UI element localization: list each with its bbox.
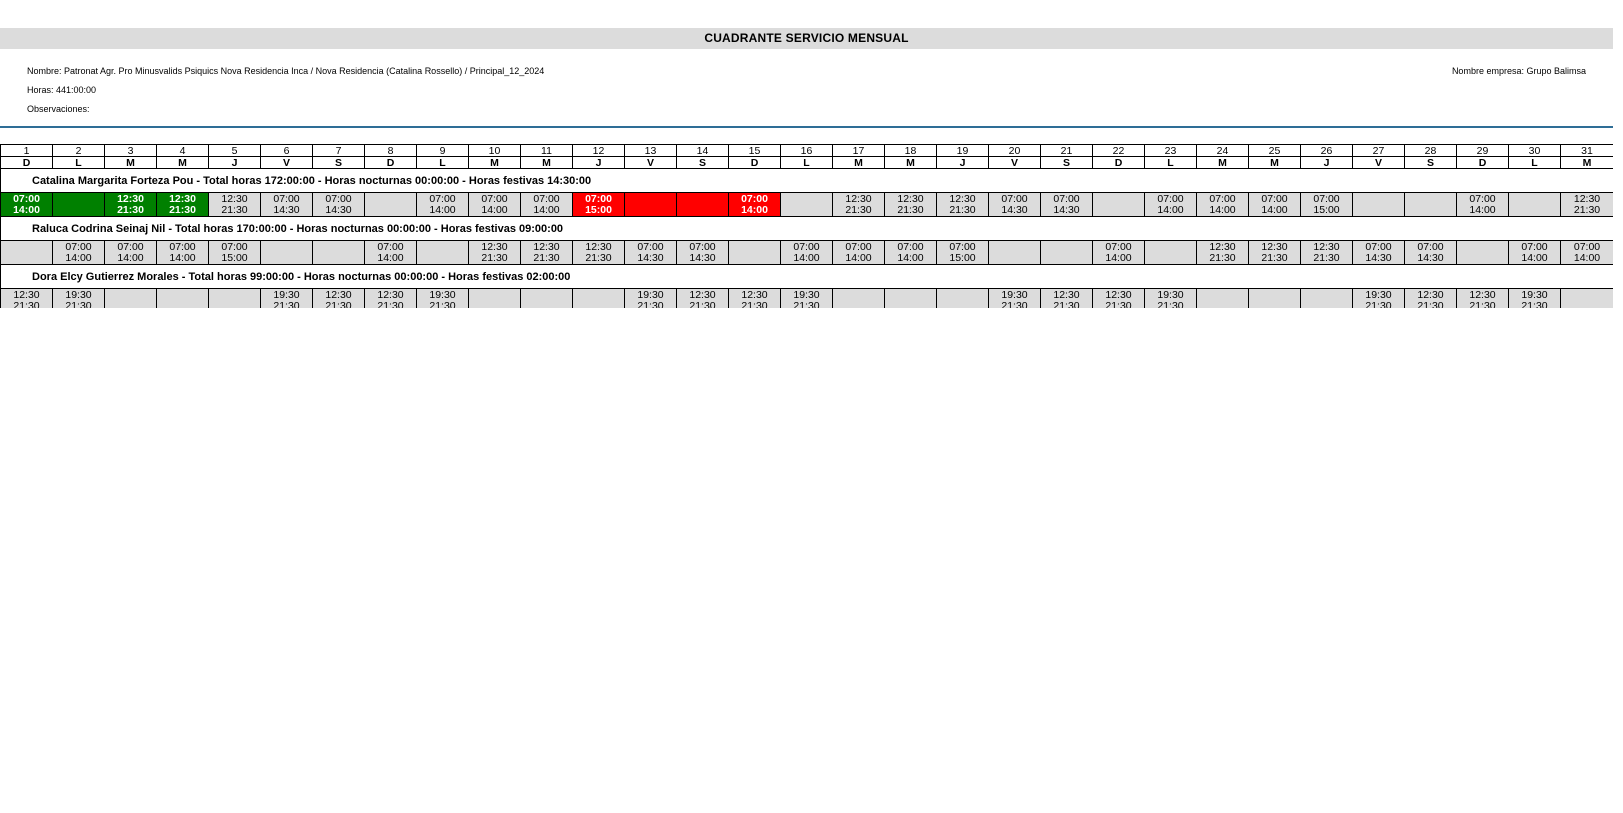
- shift-start: 12:30: [689, 288, 716, 301]
- shift-end: 21:30: [741, 299, 768, 308]
- day-number: 1: [1, 145, 53, 157]
- shift-cell[interactable]: [1405, 241, 1457, 265]
- shift-start: 12:30: [1105, 288, 1132, 301]
- weekday-letter: J: [937, 157, 989, 169]
- day-number-row: [1, 145, 1614, 157]
- shift-end: 14:00: [533, 203, 560, 216]
- shift-cell[interactable]: [1353, 193, 1405, 217]
- shift-start: 07:00: [897, 240, 924, 253]
- shift-cell[interactable]: [1561, 193, 1614, 217]
- weekday-letter: M: [1561, 157, 1614, 169]
- weekday-letter: M: [469, 157, 521, 169]
- shift-start: 07:00: [273, 192, 300, 205]
- day-number: 23: [1145, 145, 1197, 157]
- shift-end: 21:30: [1573, 203, 1601, 216]
- day-number: 14: [677, 145, 729, 157]
- shift-cell[interactable]: [521, 193, 573, 217]
- shift-end: 14:00: [1157, 203, 1184, 216]
- shift-cell[interactable]: [1301, 289, 1353, 309]
- shift-cell[interactable]: [53, 289, 105, 309]
- shift-cell[interactable]: [989, 289, 1041, 309]
- shift-cell[interactable]: [261, 241, 313, 265]
- shift-end: 14:00: [1209, 203, 1236, 216]
- shift-end: 21:30: [1053, 299, 1080, 308]
- employee-header-row: [1, 217, 1614, 241]
- shift-cell[interactable]: [53, 241, 105, 265]
- weekday-letter: M: [1249, 157, 1301, 169]
- shift-cell[interactable]: [521, 289, 573, 309]
- shift-cell[interactable]: [521, 241, 573, 265]
- weekday-letter: S: [677, 157, 729, 169]
- shift-cell[interactable]: [989, 193, 1041, 217]
- shift-end: 14:30: [637, 251, 664, 264]
- shift-start: 12:30: [1573, 192, 1601, 205]
- shift-start: 07:00: [1313, 192, 1340, 205]
- shift-start: 12:30: [1261, 240, 1288, 253]
- shift-start: 19:30: [273, 288, 300, 301]
- shift-end: 21:30: [845, 203, 872, 216]
- shift-start: 07:00: [533, 192, 560, 205]
- employee-summary: Catalina Margarita Forteza Pou - Total horas 172:00:00 - Horas nocturnas 00:00:00 - Horas festivas 14:30:00: [1, 169, 1614, 193]
- shift-cell[interactable]: [885, 289, 937, 309]
- shift-start: 07:00: [169, 240, 196, 253]
- shift-start: 19:30: [429, 288, 456, 301]
- day-number: 7: [313, 145, 365, 157]
- observations: Observaciones:: [27, 104, 90, 114]
- shift-cell[interactable]: [1353, 241, 1405, 265]
- shift-cell[interactable]: [573, 193, 625, 217]
- shift-cell[interactable]: [1041, 289, 1093, 309]
- total-hours: Horas: 441:00:00: [27, 85, 97, 95]
- shift-end: 21:30: [377, 299, 404, 308]
- day-number: 16: [781, 145, 833, 157]
- weekday-letter: M: [157, 157, 209, 169]
- header-divider: [0, 126, 1613, 128]
- shift-start: 07:00: [377, 240, 404, 253]
- shift-start: 07:00: [949, 240, 976, 253]
- shift-start: 07:00: [1105, 240, 1132, 253]
- shift-start: 19:30: [637, 288, 664, 301]
- shift-start: 12:30: [1053, 288, 1080, 301]
- shift-end: 21:30: [793, 299, 820, 308]
- shift-start: 07:00: [117, 240, 144, 253]
- shift-cell[interactable]: [261, 193, 313, 217]
- weekday-letter: M: [105, 157, 157, 169]
- shift-cell[interactable]: [1405, 289, 1457, 309]
- shift-end: 15:00: [585, 203, 612, 216]
- shift-cell[interactable]: [1561, 241, 1614, 265]
- weekday-letter: D: [1457, 157, 1509, 169]
- shift-end: 14:00: [65, 251, 92, 264]
- shift-end: 21:30: [897, 203, 924, 216]
- company-name: Nombre empresa: Grupo Balimsa: [1451, 66, 1586, 76]
- weekday-letter: V: [261, 157, 313, 169]
- shift-cell[interactable]: [1301, 193, 1353, 217]
- weekday-letter: S: [1405, 157, 1457, 169]
- shift-end: 21:30: [117, 203, 144, 216]
- weekday-letter: L: [417, 157, 469, 169]
- shift-cell[interactable]: [937, 241, 989, 265]
- shift-cell[interactable]: [781, 289, 833, 309]
- shift-start: 12:30: [169, 192, 196, 205]
- shift-cell[interactable]: [105, 289, 157, 309]
- shift-start: 07:00: [481, 192, 508, 205]
- employee-summary: Raluca Codrina Seinaj Nil - Total horas 170:00:00 - Horas nocturnas 00:00:00 - Horas festivas 09:00:00: [1, 217, 1614, 241]
- day-number: 27: [1353, 145, 1405, 157]
- weekday-letter: V: [989, 157, 1041, 169]
- shift-end: 14:00: [1521, 251, 1548, 264]
- shift-cell[interactable]: [1509, 289, 1561, 309]
- shift-end: 14:30: [273, 203, 300, 216]
- shift-start: 12:30: [117, 192, 144, 205]
- weekday-letter: V: [625, 157, 677, 169]
- shift-start: 12:30: [585, 240, 612, 253]
- shift-start: 12:30: [1209, 240, 1236, 253]
- day-number: 9: [417, 145, 469, 157]
- shift-cell[interactable]: [209, 289, 261, 309]
- shift-start: 12:30: [741, 288, 768, 301]
- shift-start: 07:00: [65, 240, 92, 253]
- shift-start: 07:00: [1365, 240, 1392, 253]
- day-number: 19: [937, 145, 989, 157]
- shift-end: 21:30: [481, 251, 508, 264]
- weekday-letter: S: [313, 157, 365, 169]
- day-number: 15: [729, 145, 781, 157]
- shift-cell[interactable]: [417, 193, 469, 217]
- shift-end: 21:30: [429, 299, 456, 308]
- shift-cell[interactable]: [209, 241, 261, 265]
- shift-start: 19:30: [1365, 288, 1392, 301]
- shift-end: 14:00: [1261, 203, 1288, 216]
- day-number: 12: [573, 145, 625, 157]
- shift-cell[interactable]: [1, 289, 53, 309]
- shift-start: 12:30: [377, 288, 404, 301]
- weekday-letter: L: [1145, 157, 1197, 169]
- shift-end: 21:30: [65, 299, 92, 308]
- schedule-grid-container: [0, 144, 1613, 308]
- shift-start: 19:30: [1521, 288, 1548, 301]
- shift-cell[interactable]: [365, 241, 417, 265]
- weekday-row: [1, 157, 1614, 169]
- day-number: 30: [1509, 145, 1561, 157]
- shift-start: 07:00: [1261, 192, 1288, 205]
- weekday-letter: J: [1301, 157, 1353, 169]
- employee-header-row: [1, 169, 1614, 193]
- shift-cell[interactable]: [1457, 289, 1509, 309]
- shift-cell[interactable]: [105, 241, 157, 265]
- shift-cell[interactable]: [209, 193, 261, 217]
- shift-start: 12:30: [325, 288, 352, 301]
- employee-header-row: [1, 265, 1614, 289]
- report-title: CUADRANTE SERVICIO MENSUAL: [0, 28, 1613, 49]
- employee-summary: Dora Elcy Gutierrez Morales - Total horas 99:00:00 - Horas nocturnas 00:00:00 - Horas festivas 02:00:00: [1, 265, 1614, 289]
- shift-cell[interactable]: [885, 193, 937, 217]
- weekday-letter: D: [365, 157, 417, 169]
- shift-end: 14:00: [117, 251, 144, 264]
- day-number: 21: [1041, 145, 1093, 157]
- shift-start: 07:00: [585, 192, 612, 205]
- weekday-letter: L: [781, 157, 833, 169]
- shift-end: 15:00: [221, 251, 248, 264]
- shift-start: 07:00: [1053, 192, 1080, 205]
- shift-cell[interactable]: [1509, 193, 1561, 217]
- shift-cell[interactable]: [781, 193, 833, 217]
- shift-start: 12:30: [533, 240, 560, 253]
- weekday-letter: M: [1197, 157, 1249, 169]
- shift-end: 14:00: [1573, 251, 1601, 264]
- day-number: 4: [157, 145, 209, 157]
- shift-end: 21:30: [221, 203, 248, 216]
- shift-end: 14:00: [1105, 251, 1132, 264]
- shift-end: 21:30: [1521, 299, 1548, 308]
- weekday-letter: J: [209, 157, 261, 169]
- shift-end: 14:30: [1001, 203, 1028, 216]
- shift-end: 14:00: [13, 203, 40, 216]
- shift-cell[interactable]: [417, 241, 469, 265]
- shift-cell[interactable]: [1353, 289, 1405, 309]
- schedule-grid: [0, 144, 1613, 308]
- shift-cell[interactable]: [313, 289, 365, 309]
- shift-start: 07:00: [1573, 240, 1601, 253]
- day-number: 11: [521, 145, 573, 157]
- day-number: 31: [1561, 145, 1614, 157]
- shift-cell[interactable]: [157, 241, 209, 265]
- shift-end: 14:00: [481, 203, 508, 216]
- shift-start: 07:00: [1209, 192, 1236, 205]
- shift-end: 21:30: [273, 299, 300, 308]
- shift-cell[interactable]: [1093, 193, 1145, 217]
- shift-end: 15:00: [949, 251, 976, 264]
- weekday-letter: D: [1, 157, 53, 169]
- day-number: 22: [1093, 145, 1145, 157]
- shift-end: 15:00: [1313, 203, 1340, 216]
- weekday-letter: L: [53, 157, 105, 169]
- shift-start: 07:00: [325, 192, 352, 205]
- shift-cell[interactable]: [729, 193, 781, 217]
- day-number: 25: [1249, 145, 1301, 157]
- day-number: 20: [989, 145, 1041, 157]
- shift-start: 07:00: [1157, 192, 1184, 205]
- shift-start: 07:00: [1417, 240, 1444, 253]
- shift-start: 07:00: [793, 240, 820, 253]
- shift-cell[interactable]: [729, 289, 781, 309]
- day-number: 5: [209, 145, 261, 157]
- day-number: 24: [1197, 145, 1249, 157]
- shift-start: 07:00: [429, 192, 456, 205]
- shift-end: 14:30: [1365, 251, 1392, 264]
- shift-end: 21:30: [533, 251, 560, 264]
- weekday-letter: M: [833, 157, 885, 169]
- shift-start: 12:30: [221, 192, 248, 205]
- shift-start: 07:00: [1001, 192, 1028, 205]
- shift-cell[interactable]: [157, 289, 209, 309]
- shift-end: 21:30: [1105, 299, 1132, 308]
- shift-end: 14:30: [325, 203, 352, 216]
- day-number: 17: [833, 145, 885, 157]
- shift-end: 21:30: [169, 203, 196, 216]
- weekday-letter: M: [885, 157, 937, 169]
- shift-cell[interactable]: [677, 289, 729, 309]
- shift-cell[interactable]: [1561, 289, 1614, 309]
- shift-cell[interactable]: [833, 241, 885, 265]
- shift-start: 19:30: [1001, 288, 1028, 301]
- day-number: 3: [105, 145, 157, 157]
- shift-start: 12:30: [845, 192, 872, 205]
- shift-end: 14:00: [1469, 203, 1496, 216]
- shift-cell[interactable]: [781, 241, 833, 265]
- shift-cell[interactable]: [1405, 193, 1457, 217]
- shift-end: 21:30: [949, 203, 976, 216]
- shift-start: 07:00: [741, 192, 768, 205]
- shift-cell[interactable]: [469, 289, 521, 309]
- shift-cell[interactable]: [105, 193, 157, 217]
- shift-start: 07:00: [689, 240, 716, 253]
- shift-end: 21:30: [1209, 251, 1236, 264]
- shift-end: 21:30: [13, 299, 40, 308]
- shift-cell[interactable]: [1249, 241, 1301, 265]
- shift-cell[interactable]: [157, 193, 209, 217]
- employee-shift-row: [1, 241, 1614, 265]
- day-number: 13: [625, 145, 677, 157]
- shift-start: 07:00: [1521, 240, 1548, 253]
- shift-end: 21:30: [1365, 299, 1392, 308]
- shift-cell[interactable]: [1301, 241, 1353, 265]
- shift-start: 19:30: [793, 288, 820, 301]
- shift-end: 21:30: [1157, 299, 1184, 308]
- shift-end: 21:30: [1313, 251, 1340, 264]
- shift-end: 14:00: [845, 251, 872, 264]
- shift-end: 21:30: [1261, 251, 1288, 264]
- shift-end: 14:30: [1417, 251, 1444, 264]
- weekday-letter: D: [729, 157, 781, 169]
- shift-cell[interactable]: [1249, 193, 1301, 217]
- shift-cell[interactable]: [365, 193, 417, 217]
- shift-cell[interactable]: [1, 193, 53, 217]
- shift-cell[interactable]: [833, 289, 885, 309]
- shift-cell[interactable]: [573, 241, 625, 265]
- shift-cell[interactable]: [729, 241, 781, 265]
- shift-start: 07:00: [845, 240, 872, 253]
- shift-end: 14:30: [689, 251, 716, 264]
- weekday-letter: J: [573, 157, 625, 169]
- shift-cell[interactable]: [53, 193, 105, 217]
- shift-cell[interactable]: [365, 289, 417, 309]
- shift-cell[interactable]: [625, 289, 677, 309]
- shift-cell[interactable]: [1145, 193, 1197, 217]
- shift-cell[interactable]: [1041, 193, 1093, 217]
- shift-end: 21:30: [325, 299, 352, 308]
- shift-end: 21:30: [1469, 299, 1496, 308]
- shift-cell[interactable]: [313, 241, 365, 265]
- shift-end: 14:00: [793, 251, 820, 264]
- day-number: 10: [469, 145, 521, 157]
- shift-cell[interactable]: [1197, 193, 1249, 217]
- shift-end: 14:00: [169, 251, 196, 264]
- service-name: Nombre: Patronat Agr. Pro Minusvalids Psiquics Nova Residencia Inca / Nova Residencia (Catalina Rossello) / Principal_12_2024: [27, 66, 545, 76]
- shift-cell[interactable]: [625, 241, 677, 265]
- shift-start: 12:30: [481, 240, 508, 253]
- shift-cell[interactable]: [937, 289, 989, 309]
- shift-cell[interactable]: [1457, 193, 1509, 217]
- shift-cell[interactable]: [417, 289, 469, 309]
- shift-end: 21:30: [585, 251, 612, 264]
- shift-cell[interactable]: [885, 241, 937, 265]
- shift-cell[interactable]: [1145, 241, 1197, 265]
- day-number: 18: [885, 145, 937, 157]
- shift-cell[interactable]: [1509, 241, 1561, 265]
- shift-start: 07:00: [1469, 192, 1496, 205]
- shift-cell[interactable]: [1457, 241, 1509, 265]
- shift-cell[interactable]: [1041, 241, 1093, 265]
- shift-end: 21:30: [689, 299, 716, 308]
- weekday-letter: L: [1509, 157, 1561, 169]
- shift-cell[interactable]: [625, 193, 677, 217]
- shift-start: 07:00: [13, 192, 40, 205]
- shift-cell[interactable]: [677, 241, 729, 265]
- shift-end: 21:30: [637, 299, 664, 308]
- shift-cell[interactable]: [677, 193, 729, 217]
- shift-end: 14:30: [1053, 203, 1080, 216]
- shift-end: 21:30: [1001, 299, 1028, 308]
- day-number: 26: [1301, 145, 1353, 157]
- shift-cell[interactable]: [1197, 241, 1249, 265]
- employee-shift-row: [1, 193, 1614, 217]
- shift-cell[interactable]: [1093, 289, 1145, 309]
- weekday-letter: D: [1093, 157, 1145, 169]
- shift-cell[interactable]: [469, 241, 521, 265]
- shift-start: 07:00: [221, 240, 248, 253]
- shift-cell[interactable]: [313, 193, 365, 217]
- shift-end: 21:30: [1417, 299, 1444, 308]
- shift-end: 14:00: [897, 251, 924, 264]
- day-number: 2: [53, 145, 105, 157]
- shift-start: 12:30: [949, 192, 976, 205]
- weekday-letter: M: [521, 157, 573, 169]
- shift-cell[interactable]: [1197, 289, 1249, 309]
- shift-start: 12:30: [13, 288, 40, 301]
- employee-shift-row: [1, 289, 1614, 309]
- shift-start: 12:30: [1469, 288, 1496, 301]
- shift-cell[interactable]: [1145, 289, 1197, 309]
- shift-cell[interactable]: [261, 289, 313, 309]
- shift-cell[interactable]: [1249, 289, 1301, 309]
- shift-end: 14:00: [377, 251, 404, 264]
- shift-cell[interactable]: [937, 193, 989, 217]
- weekday-letter: V: [1353, 157, 1405, 169]
- day-number: 28: [1405, 145, 1457, 157]
- shift-start: 19:30: [65, 288, 92, 301]
- shift-end: 14:00: [429, 203, 456, 216]
- shift-start: 19:30: [1157, 288, 1184, 301]
- shift-cell[interactable]: [1, 241, 53, 265]
- shift-end: 14:00: [741, 203, 768, 216]
- shift-start: 12:30: [1417, 288, 1444, 301]
- day-number: 6: [261, 145, 313, 157]
- weekday-letter: S: [1041, 157, 1093, 169]
- shift-cell[interactable]: [1093, 241, 1145, 265]
- shift-start: 12:30: [897, 192, 924, 205]
- shift-start: 07:00: [637, 240, 664, 253]
- shift-cell[interactable]: [833, 193, 885, 217]
- day-number: 8: [365, 145, 417, 157]
- shift-start: 12:30: [1313, 240, 1340, 253]
- shift-cell[interactable]: [573, 289, 625, 309]
- shift-cell[interactable]: [469, 193, 521, 217]
- shift-cell[interactable]: [989, 241, 1041, 265]
- day-number: 29: [1457, 145, 1509, 157]
